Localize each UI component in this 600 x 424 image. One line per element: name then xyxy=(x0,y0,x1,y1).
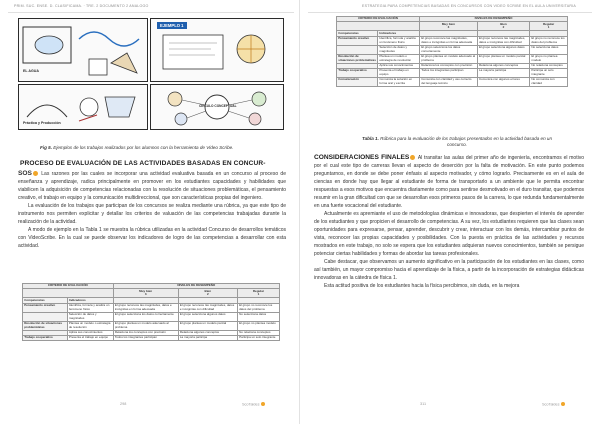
rubric-right-cell-bien: Relaciona algunos conceptos xyxy=(477,63,529,68)
rubric-right-level-points: 3 xyxy=(447,25,450,30)
rubric-right-cell-bien: El grupo selecciona algunos datos xyxy=(477,45,529,54)
rubric-left-cell-regular: El grupo no plantea modelo xyxy=(237,321,279,330)
rubric-right-row xyxy=(337,54,568,63)
rubric-left-cell-competencia: Resolución de situaciones problemáticas xyxy=(23,321,68,330)
right-head-rule xyxy=(308,12,592,13)
rubric-right-cell-regular: El grupo no plantea modelo xyxy=(530,54,568,63)
rubric-left-cell-regular: El grupo no reconoce los datos del problema xyxy=(237,303,279,312)
rubric-left-level-points: 2 xyxy=(206,292,209,297)
left-page-number: 298 xyxy=(120,402,127,406)
rubric-left-cell-indicador: Presenta el trabajo en equipo xyxy=(67,336,113,341)
rubric-left-cell-muy_bien: El grupo selecciona los datos correctamente xyxy=(113,312,178,321)
rubric-left-level-blank xyxy=(23,289,114,298)
rubric-left-row xyxy=(23,312,280,321)
left-paragraph-1: Las razones por las cuales se incorporar una actividad evaluativa basada en un concurso al proceso de enseñanza y aprendizaje, radica principalmente en promover en los estudiantes capacidades y habilidades que viabilicen la adquisición de competencias relacionadas con la resolución de situaciones problemáticas, el pensamiento creativo, el trabajo en equipo y la comunicación multidireccional, que son características propias del ingeniero. xyxy=(18,171,286,201)
rubric-right-level-1 xyxy=(477,22,529,31)
rubric-right-level-name: Muy bien xyxy=(441,21,455,26)
rubric-left-cell-indicador: Selección de datos y magnitudes xyxy=(67,312,113,321)
section-heading-evaluacion: PROCESO DE EVALUACIÓN DE LAS ACTIVIDADES BASADAS EN CONCUR- xyxy=(20,160,266,167)
rubric-right-cell-competencia: Trabajo cooperativo xyxy=(337,69,378,78)
figure-caption xyxy=(40,145,280,151)
rubric-left-cell-regular: No selecciona datos xyxy=(237,312,279,321)
rubric-right-cell-regular: El grupo no reconoce los datos del problema xyxy=(530,36,568,45)
rubric-right-cell-muy_bien: Relaciona los conceptos con precisión xyxy=(420,63,478,68)
figure-panel-2 xyxy=(150,18,284,82)
rubric-right-header-criterio: CRITERIO DE EVALUACIÓN xyxy=(337,17,420,22)
right-page-number: 311 xyxy=(420,402,427,406)
rubric-left-cell-bien: El grupo selecciona algunos datos xyxy=(178,312,237,321)
table-caption-text: Rúbrica para la evaluación de los trabajos presentados en la actividad basada en un concurso. xyxy=(378,136,553,147)
table-caption xyxy=(352,136,562,147)
rubric-left-cell-competencia: Trabajo cooperativo xyxy=(23,336,68,341)
right-body-text xyxy=(314,154,584,290)
rubric-right-level-name: Regular xyxy=(543,21,555,26)
rubric-left-cell-bien: El grupo reconoce las magnitudes, datos e incógnitas con dificultad xyxy=(178,303,237,312)
rubric-left-cell-muy_bien: El grupo reconoce las magnitudes, datos e incógnitas en forma adecuada xyxy=(113,303,178,312)
rubric-right-cell-regular: No relaciona conceptos xyxy=(530,63,568,68)
right-paragraph-1: Al transitar las aulas del primer año de ingeniería, encontramos el motivo por el cual este tipo de carreras llevan el aspecto de deserción por la falta de motivación. En este punto podemos preguntarnos, en donde se debe poner énfasis al aspecto motivador, y cómo lograrlo. Precisamente es en el aula de ciencias en donde hay que llegar al estudiante de forma de transportarlo a un ambiente que le permita encontrar respuestas a esos motivos que encuentra diariamente como para sentirse desmotivado en el duro transitar, que podemos resumir en la gran dificultad con que se desarrollan esos primeros pasos de la carrera, lo que redunda fundamentalmente en una fuerte vocacional del estudiante. xyxy=(314,155,584,209)
brand-dot-icon xyxy=(261,402,265,406)
left-paragraph-3: A modo de ejemplo en la Tabla 1 se muestra la rúbrica utilizadas en la actividad Concurso de desarrollos temáticos con VideoScribe. En la cual se puede observar los indicadores de logro de las competencias a desarrollar con esta actividad. xyxy=(18,227,286,249)
right-page xyxy=(300,0,600,424)
rubric-left-cell-indicador: Aplica sus conocimientos xyxy=(67,330,113,335)
rubric-right-cell-muy_bien: El grupo plantea un modelo adecuado al problema xyxy=(420,54,478,63)
rubric-left-cell-muy_bien: Relaciona los conceptos con precisión xyxy=(113,330,178,335)
panel-4-label: CIRCULO CONCEPTUAL xyxy=(199,104,237,108)
rubric-right-level-row xyxy=(337,22,568,31)
right-paragraph-4: Esta actitud positiva de los estudiantes hacia la física percibimos, sin duda, en la mejora xyxy=(324,283,520,289)
rubric-left-header-niveles: NIVELES DE DESEMPEÑO xyxy=(113,284,279,289)
rubric-right-level-name: Bien xyxy=(500,21,507,26)
rubric-right-cell-indicador: Presenta el trabajo en equipo xyxy=(378,69,420,78)
rubric-left-cell-muy_bien: Todos los integrantes participan xyxy=(113,336,178,341)
rubric-left-level-points: 3 xyxy=(144,292,147,297)
section-heading-evaluacion-cont: SOS xyxy=(18,170,32,177)
figure-panel-4 xyxy=(150,84,284,130)
right-footer-brand-text: ScoTaldes xyxy=(542,402,560,407)
rubric-table-left xyxy=(22,283,280,341)
rubric-right-cell-muy_bien: Comunica con claridad y uso correcto del lenguaje técnico xyxy=(420,77,478,86)
right-paragraph-3: Cabe destacar, que observamos un aumento significativo en la participación de los estudiantes en las clases, como así también, un mayor compromiso hacia el aprendizaje de la física, a partir de la incorporación de estrategias didácticas innovadoras en la cátedra de física 1. xyxy=(314,259,584,281)
panel-2-label: EJEMPLO 1 xyxy=(157,22,187,29)
rubric-left-header-criterio: CRITERIO DE EVALUACIÓN xyxy=(23,284,114,289)
rubric-right-cell-regular: No comunica con claridad xyxy=(530,77,568,86)
rubric-left-level-1 xyxy=(178,289,237,298)
rubric-left-cell-bien: Relaciona algunos conceptos xyxy=(178,330,237,335)
rubric-right-cell-indicador: Selección de datos y magnitudes xyxy=(378,45,420,54)
rubric-right-cell-bien: El grupo reconoce las magnitudes, datos e incógnitas con dificultad xyxy=(477,36,529,45)
rubric-right-cell-competencia: Competencias xyxy=(337,31,378,36)
left-footer-brand xyxy=(242,402,265,407)
accent-dot-icon xyxy=(33,171,38,176)
section-heading-consideraciones: CONSIDERACIONES FINALES xyxy=(314,154,410,161)
figure-panel-3 xyxy=(18,84,148,130)
rubric-left-level-name: Bien xyxy=(204,288,212,293)
rubric-left-cell-competencia xyxy=(23,312,68,321)
rubric-left-cell-regular: No relaciona conceptos xyxy=(237,330,279,335)
panel-3-label: Práctica y Producción xyxy=(23,121,61,125)
rubric-right-level-2 xyxy=(530,22,568,31)
right-footer-brand xyxy=(542,402,565,407)
rubric-left-level-row xyxy=(23,289,280,298)
rubric-right-level-blank xyxy=(337,22,420,31)
rubric-right-header-niveles: NIVELES DE DESEMPEÑO xyxy=(420,17,568,22)
rubric-right-row xyxy=(337,69,568,78)
rubric-right-level-points: 1 xyxy=(547,25,550,30)
rubric-right-cell-indicador: Indicadores xyxy=(378,31,420,36)
right-paragraph-2: Actualmente es apremiante el uso de metodologías dinámicas e innovadoras, que despierten el interés de aprender de los estudiantes y que propicien el desarrollo de competencias. A su vez, los estudiantes requieren que las clases sean oportunidades para expresarse, pensar, aprender, descubrir y crear, interactuar con los demás, intercambiar puntos de vista, reconocer las propias capacidades y posibilidades. Con la puesta en práctica de las actividades y recursos mostrados en este trabajo, no solo se espera que los estudiantes adquieran nuevos conocimientos, también se persigue potenciar ciertas habilidades y formas de abordar las tareas profesionales. xyxy=(314,211,584,257)
rubric-right-cell-regular: No selecciona datos xyxy=(530,45,568,54)
rubric-left-cell-competencia: Pensamiento creativo xyxy=(23,303,68,312)
rubric-left-cell-indicador: Identifica, formula y analiza un fenómeno físico xyxy=(67,303,113,312)
rubric-right-cell-indicador: Comunica la solución en forma oral y escrita xyxy=(378,77,420,86)
rubric-right-cell-muy_bien: El grupo selecciona los datos correctamente xyxy=(420,45,478,54)
rubric-left-row xyxy=(23,321,280,330)
rubric-right-level-points: 2 xyxy=(502,25,505,30)
rubric-left-level-name: Regular xyxy=(252,288,265,293)
figure-caption-label: Fig 5. xyxy=(40,145,52,150)
rubric-left-level-name: Muy bien xyxy=(139,288,153,293)
rubric-right-cell-competencia: Comunicación xyxy=(337,77,378,86)
rubric-right-cell-competencia: Resolución de situaciones problemáticas xyxy=(338,54,376,62)
rubric-left-cell-competencia: Competencias xyxy=(23,298,68,303)
rubric-right-cell-bien: Comunica con algunos errores xyxy=(477,77,529,86)
left-head-rule xyxy=(8,12,294,13)
rubric-left-cell-indicador: Plantea un modelo o estrategia de resolución xyxy=(67,321,113,330)
rubric-right-row xyxy=(337,45,568,54)
left-running-head: PRIM. SUC. ENSE. D. CLASIFICAMA. · TRE. 2 DOCUMENTO 2 ANALOGO xyxy=(14,4,149,8)
right-running-head: ESTRATEGIA PARA COMPETENCIAS BASADAS EN CONCURSOS CON VIDEO SCRIBE EN EL AULA UNIVERSITARIA xyxy=(362,4,576,8)
rubric-table-right xyxy=(336,16,568,87)
rubric-left-row xyxy=(23,303,280,312)
figure-caption-text: Ejemplos de los trabajos realizados por los alumnos con la herramienta de Video Scribe. xyxy=(52,145,234,150)
left-paragraph-2: La evaluación de los trabajos que participan de los concursos se realiza mediante una rúbrica, ya que este tipo de instrumento nos permiten explicitar y detallar los criterios de valuación de las competencias trabajadas durante la realización de la actividad. xyxy=(18,203,286,225)
rubric-left-cell-bien: El grupo plantea un modelo parcial xyxy=(178,321,237,330)
left-footer-brand-text: ScoTaldes xyxy=(242,402,260,407)
rubric-right-cell-regular: Participa un solo integrante xyxy=(530,69,568,78)
left-body-text xyxy=(18,170,286,250)
rubric-right-cell-indicador: Aplica sus conocimientos xyxy=(378,63,420,68)
rubric-left-level-0 xyxy=(113,289,178,298)
rubric-right-cell-competencia: Pensamiento creativo xyxy=(337,36,378,45)
brand-dot-icon xyxy=(561,402,565,406)
rubric-left-row xyxy=(23,336,280,341)
rubric-left-level-points: 1 xyxy=(257,292,260,297)
accent-dot-icon xyxy=(410,155,415,160)
figure-panel-1 xyxy=(18,18,148,82)
rubric-right-level-0 xyxy=(420,22,478,31)
rubric-right-cell-bien: La mayoría participa xyxy=(477,69,529,78)
rubric-right-cell-indicador: Identifica, formula y analiza un fenómeno físico xyxy=(378,36,420,45)
video-scribe-figure xyxy=(8,16,294,140)
rubric-left-cell-regular: Participa un solo integrante xyxy=(237,336,279,341)
rubric-right-cell-muy_bien: El grupo reconoce las magnitudes, datos e incógnitas en forma adecuada xyxy=(420,36,478,45)
rubric-right-cell-indicador: Plantea un modelo o estrategia de resolución xyxy=(378,54,420,63)
rubric-left-cell-indicador: Indicadores xyxy=(67,298,113,303)
rubric-left-cell-muy_bien: El grupo plantea un modelo adecuado al problema xyxy=(113,321,178,330)
rubric-right-row xyxy=(337,36,568,45)
rubric-right-cell-bien: El grupo plantea un modelo parcial xyxy=(477,54,529,63)
table-caption-label: Tabla 1. xyxy=(361,136,379,141)
rubric-right-cell-competencia xyxy=(337,45,378,54)
rubric-right-row xyxy=(337,77,568,86)
rubric-left-cell-bien: La mayoría participa xyxy=(178,336,237,341)
rubric-left-level-2 xyxy=(237,289,279,298)
panel-1-label: EL AGUA xyxy=(23,69,39,73)
rubric-right-cell-muy_bien: Todos los integrantes participan xyxy=(420,69,478,78)
